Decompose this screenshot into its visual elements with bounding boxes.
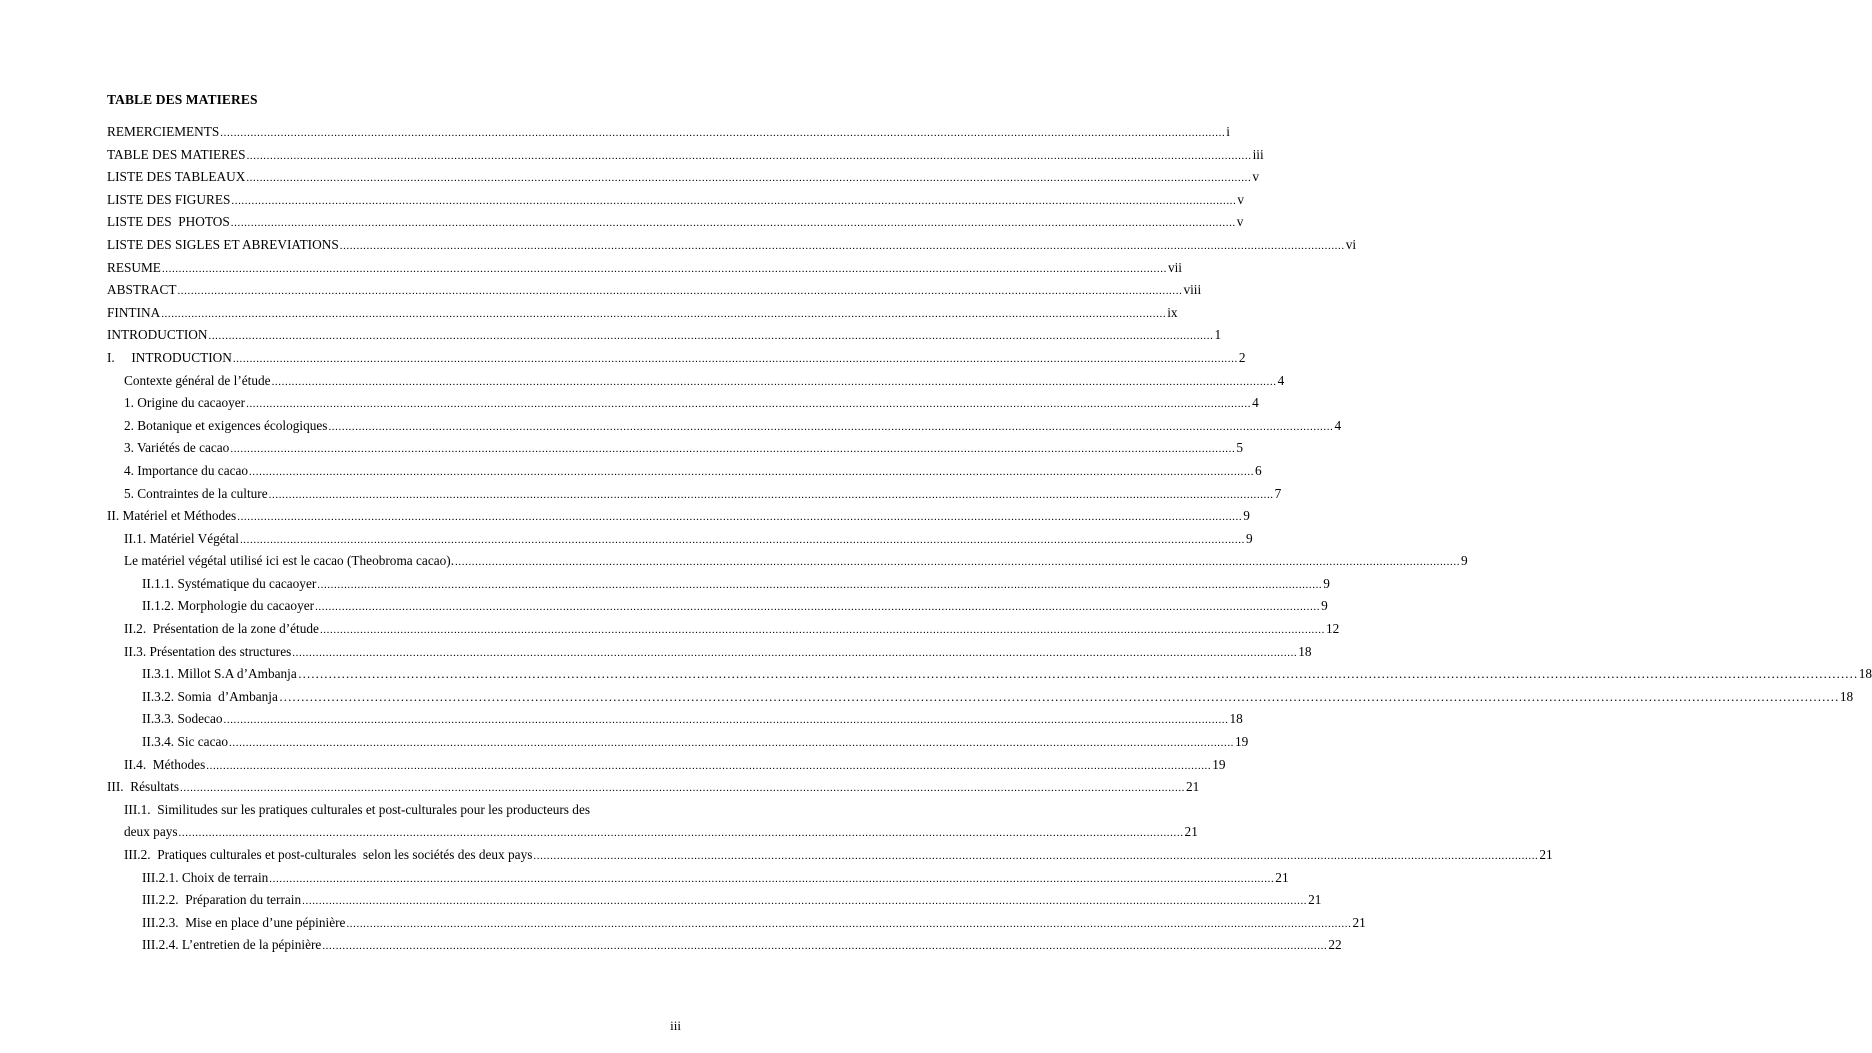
dot-leader: ............................................................................................................................................................................................................................................................................................................	[315, 601, 1321, 614]
toc-entry-page: 5	[1236, 440, 1243, 456]
toc-entry-page: 4	[1334, 417, 1342, 433]
toc-entry-page: 9	[1243, 508, 1250, 524]
toc-entry-title: III. Résultats	[107, 779, 180, 795]
dot-leader: ............................................................................................................................................................................................................................................................................................................	[208, 330, 1214, 343]
dot-leader: ............................................................................................................................................................................................................................................................................................................	[328, 420, 1334, 433]
toc-entry-page: viii	[1183, 282, 1202, 298]
toc-entry[interactable]	[107, 799, 682, 822]
toc-entry-title: 2. Botanique et exigences écologiques	[124, 417, 328, 433]
dot-leader: ............................................................................................................................................................................................................................................................................................................	[249, 465, 1255, 478]
toc-entry-title: II.3.4. Sic cacao	[142, 734, 229, 750]
toc-entry[interactable]	[107, 754, 1226, 777]
dot-leader: ............................................................................................................................................................................................................................................................................................................	[180, 782, 1186, 795]
toc-entry-page: 21	[1275, 869, 1289, 885]
dot-leader: ............................................................................................................................................................................................................................................................................................................	[292, 646, 1298, 659]
dot-leader: ............................................................................................................................................................................................................................................................................................................	[317, 578, 1323, 591]
dot-leader: ............................................................................................................................................................................................................................................................................................................	[230, 443, 1236, 456]
toc-entry-title: II.3. Présentation des structures	[124, 643, 292, 659]
toc-entry[interactable]	[107, 912, 1366, 935]
toc-entry[interactable]	[107, 663, 1872, 686]
dot-leader: ............................................................................................................................................................................................................................................................................................................	[346, 917, 1352, 930]
toc-entry[interactable]	[107, 370, 1285, 393]
dot-leader: ............................................................................................................................................................................................................................................................................................................	[161, 262, 1167, 275]
dot-leader: ............................................................................................................................................................................................................................................................................................................	[232, 352, 1238, 365]
toc-entry[interactable]	[107, 528, 1253, 551]
toc-entry-title: LISTE DES TABLEAUX	[107, 169, 246, 185]
toc-entry[interactable]	[107, 392, 1259, 415]
toc-entry[interactable]	[107, 415, 1342, 438]
toc-entry-title: LISTE DES FIGURES	[107, 191, 231, 207]
toc-entry-page: 21	[1352, 914, 1366, 930]
toc-entry-page: 1	[1214, 327, 1222, 343]
toc-entry[interactable]	[107, 166, 1259, 189]
toc-entry-title: 5. Contraintes de la culture	[124, 485, 268, 501]
toc-entry-title: III.1. Similitudes sur les pratiques culturales et post-culturales pour les producteurs des	[124, 801, 591, 817]
dot-leader: ............................................................................................................................................................................................................................................................................................................	[246, 172, 1252, 185]
toc-entry[interactable]	[107, 708, 1243, 731]
toc-entry[interactable]	[107, 257, 1182, 280]
toc-entry-title: Le matériel végétal utilisé ici est le cacao (Theobroma cacao).	[124, 553, 455, 569]
dot-leader: ............................................................................................................................................................................................................................................................................................................	[533, 850, 1539, 862]
toc-entry-page: i	[1226, 124, 1230, 139]
dot-leader: ............................................................................................................................................................................................................................................................................................................	[220, 127, 1226, 139]
toc-entry[interactable]	[107, 211, 1244, 234]
toc-entry-page: 22	[1328, 937, 1342, 953]
dot-leader: ............................................................................................................................................................................................................................................................................................................	[239, 533, 1245, 546]
toc-entry-title: III.2.4. L’entretien de la pépinière	[142, 937, 322, 953]
toc-entry-title: III.2.2. Préparation du terrain	[142, 892, 302, 908]
toc-entry-page: v	[1252, 169, 1259, 185]
toc-entry-page: vii	[1167, 259, 1182, 275]
toc-entry-title: INTRODUCTION	[107, 327, 208, 343]
toc-entry-page: v	[1236, 214, 1244, 230]
toc-entry[interactable]	[107, 347, 1246, 370]
toc-entry-page: 2	[1238, 349, 1246, 365]
toc-entry-title: REMERCIEMENTS	[107, 124, 220, 139]
dot-leader: ............................................................................................................................................................................................................................................................................................................	[271, 375, 1277, 388]
toc-entry-title: III.2.1. Choix de terrain	[142, 869, 269, 885]
dot-leader: ............................................................................................................................................................................................................................................................................................................	[177, 285, 1183, 298]
dot-leader: ............................................................................................................................................................................................................................................................................................................	[237, 511, 1243, 524]
dot-leader: ............................................................................................................................................................................................................................................................................................................	[339, 239, 1345, 252]
dot-leader: ............................................................................................................................................................................................................................................................................................................	[246, 398, 1252, 411]
toc-entry[interactable]	[107, 731, 1249, 754]
dot-leader: ............................................................................................................................................................................................................................................................................................................	[319, 624, 1325, 637]
toc-entry-title: I. INTRODUCTION	[107, 349, 232, 365]
toc-entry[interactable]	[107, 460, 1262, 483]
toc-entry[interactable]	[107, 550, 1468, 573]
dot-leader: ............................................................................................................................................................................................................................................................................................................	[268, 488, 1274, 501]
toc-entry-page: 4	[1252, 395, 1259, 411]
dot-leader: ............................................................................................................................................................................................................................................................................................................	[230, 217, 1236, 230]
toc-entry[interactable]	[107, 595, 1328, 618]
toc-entry-title: ABSTRACT	[107, 282, 177, 298]
toc-entry-page: 4	[1277, 372, 1285, 388]
dot-leader: ............................................................................................................................................................................................................................................................................................................	[229, 737, 1235, 750]
toc-entry-page: 18	[1298, 643, 1312, 659]
dot-leader: ............................................................................................................................................................................................................................................................................................................	[322, 940, 1328, 953]
toc-entry-title: III.2.3. Mise en place d’une pépinière	[142, 914, 346, 930]
toc-entry[interactable]	[107, 483, 1282, 506]
toc-entry[interactable]	[107, 618, 1340, 641]
toc-entry-page: 21	[1184, 824, 1198, 840]
toc-entry-page: 9	[1323, 575, 1330, 591]
toc-entry-title: II.1. Matériel Végétal	[124, 530, 239, 546]
toc-entry[interactable]	[107, 844, 1553, 867]
toc-entry-title: TABLE DES MATIERES	[107, 146, 246, 162]
page-number: iii	[670, 1018, 681, 1033]
toc-entry[interactable]	[107, 776, 1200, 799]
toc-entry-title: LISTE DES SIGLES ET ABREVIATIONS	[107, 236, 339, 252]
toc-entry-page: iii	[1252, 146, 1264, 162]
toc-entry-page: 21	[1186, 779, 1200, 795]
dot-leader: ............................................................................................................................................................................................................................................................................................................	[178, 827, 1184, 840]
toc-entry[interactable]	[107, 821, 1198, 844]
toc-entry[interactable]	[107, 144, 1264, 167]
toc-entry-title: II.3.1. Millot S.A d’Ambanja	[142, 666, 297, 682]
toc-entry-title: FINTINA	[107, 304, 161, 320]
toc-entry-title: Contexte général de l’étude	[124, 372, 271, 388]
dot-leader: ............................................................................................................................................................................................................................................................................................................	[455, 556, 1461, 569]
dot-leader: ............................................................................................................................................................................................................................................................................................................	[269, 872, 1275, 885]
toc-entry[interactable]	[107, 437, 1243, 460]
dot-leader: ............................................................................................................................................................................................................................................................................................................	[223, 714, 1229, 727]
toc-entry-page: vi	[1345, 236, 1357, 252]
toc-entry[interactable]	[107, 889, 1322, 912]
toc-entry-page: 18	[1839, 688, 1854, 704]
toc-entry[interactable]	[107, 279, 1202, 302]
toc-entry[interactable]	[107, 573, 1330, 596]
toc-entry-title: II.1.1. Systématique du cacaoyer	[142, 575, 317, 591]
toc-entry-page: 19	[1235, 734, 1249, 750]
toc-entry-page: 7	[1274, 485, 1282, 501]
dot-leader: ………………………………………………………………………………………………………………………………………………………………………………………………………………………………………………………………………………………………………………………………	[297, 666, 1858, 682]
toc-entry-page: v	[1237, 191, 1245, 207]
toc-entry-page: 6	[1255, 462, 1262, 478]
toc-entry-page: ix	[1167, 304, 1178, 320]
toc-entry-title: LISTE DES PHOTOS	[107, 214, 230, 230]
toc-entry-title: II. Matériel et Méthodes	[107, 508, 237, 524]
toc-heading: TABLE DES MATIERES	[107, 92, 258, 107]
toc-entry[interactable]	[107, 234, 1357, 257]
toc-entry[interactable]	[107, 867, 1289, 890]
dot-leader: ............................................................................................................................................................................................................................................................................................................	[231, 194, 1237, 207]
toc-entry-title: deux pays	[124, 824, 178, 840]
toc-entry-title: 4. Importance du cacao	[124, 462, 249, 478]
dot-leader: ………………………………………………………………………………………………………………………………………………………………………………………………………………………………………………………………………………………………………………………………	[278, 688, 1839, 704]
toc-entry-page: 9	[1321, 598, 1328, 614]
toc-entry[interactable]	[107, 505, 1250, 528]
toc-entry[interactable]	[107, 189, 1245, 212]
dot-leader: ............................................................................................................................................................................................................................................................................................................	[206, 759, 1212, 772]
toc-entry-title: II.2. Présentation de la zone d’étude	[124, 621, 319, 637]
toc-entry-page: 18	[1858, 666, 1872, 682]
toc-entry-page: 9	[1461, 553, 1468, 569]
dot-leader: ............................................................................................................................................................................................................................................................................................................	[302, 895, 1308, 908]
toc-entry-title: II.4. Méthodes	[124, 756, 206, 772]
toc-entry-title: 3. Variétés de cacao	[124, 440, 230, 456]
toc-entry-page: 12	[1325, 621, 1340, 637]
toc-entry-page: 21	[1308, 892, 1322, 908]
toc-entry-title: 1. Origine du cacaoyer	[124, 395, 246, 411]
dot-leader: ............................................................................................................................................................................................................................................................................................................	[246, 149, 1252, 162]
table-of-contents	[107, 121, 1872, 957]
toc-entry-title: RESUME	[107, 259, 161, 275]
toc-entry-title: II.3.3. Sodecao	[142, 711, 223, 727]
toc-entry-title: II.1.2. Morphologie du cacaoyer	[142, 598, 315, 614]
toc-entry[interactable]	[107, 686, 1854, 709]
toc-entry[interactable]	[107, 934, 1342, 957]
toc-entry[interactable]	[107, 641, 1312, 664]
toc-entry[interactable]	[107, 324, 1222, 347]
toc-entry[interactable]	[107, 121, 1230, 144]
toc-entry-title: II.3.2. Somia d’Ambanja	[142, 688, 278, 704]
toc-entry-page: 9	[1245, 530, 1253, 546]
toc-entry-page: 19	[1212, 756, 1226, 772]
toc-entry[interactable]	[107, 302, 1178, 325]
toc-entry-page: 21	[1539, 847, 1553, 862]
dot-leader: ............................................................................................................................................................................................................................................................................................................	[161, 307, 1167, 320]
toc-entry-page: 18	[1229, 711, 1243, 727]
toc-entry-title: III.2. Pratiques culturales et post-culturales selon les sociétés des deux pays	[124, 847, 533, 862]
